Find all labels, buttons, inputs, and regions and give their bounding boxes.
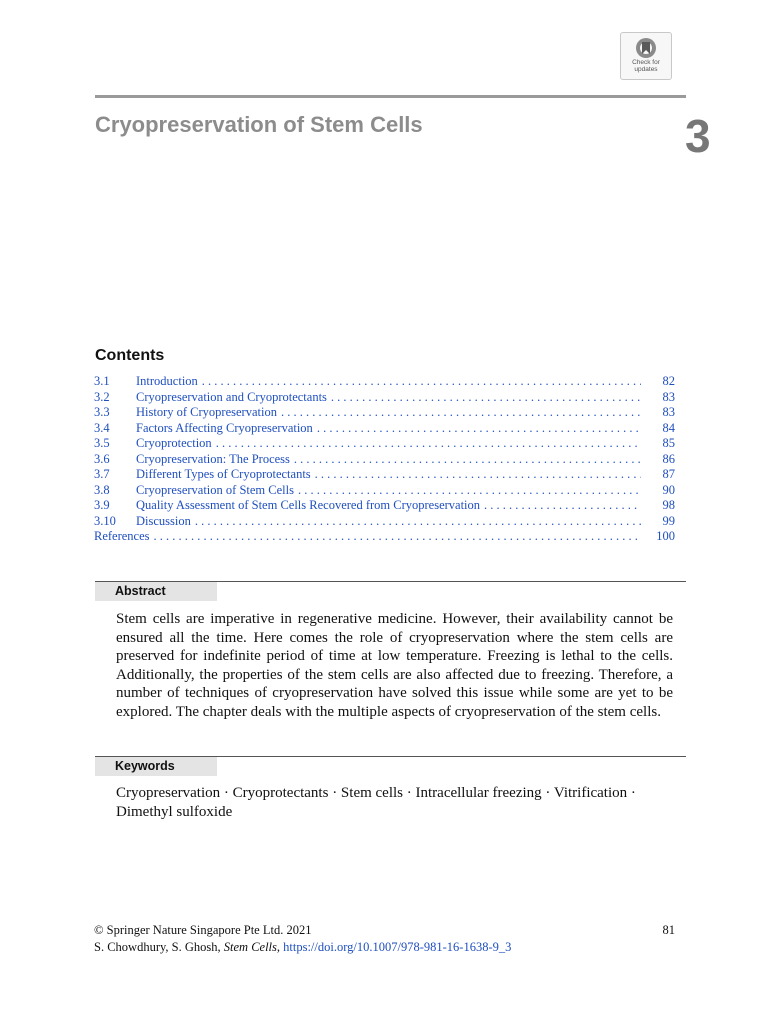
toc-leader-dots <box>315 467 641 482</box>
toc-title: Quality Assessment of Stem Cells Recovered from Cryopreservation <box>136 498 481 512</box>
toc-entry-3-7[interactable] <box>94 467 675 483</box>
chapter-title: Cryopreservation of Stem Cells <box>95 112 423 137</box>
toc-number: 3.4 <box>94 420 110 435</box>
toc-leader-dots <box>484 498 641 513</box>
keywords-label: Keywords <box>95 757 217 776</box>
toc-leader-dots <box>216 436 641 451</box>
check-for-updates-badge[interactable] <box>620 32 672 80</box>
book-title: Stem Cells <box>223 940 277 954</box>
toc-entry-3-2[interactable] <box>94 390 675 406</box>
toc-entry-3-9[interactable] <box>94 498 675 514</box>
toc-number: 3.10 <box>94 513 116 528</box>
toc-page: 83 <box>662 405 675 419</box>
toc-leader-dots <box>294 452 641 467</box>
toc-leader-dots <box>317 421 641 436</box>
toc-title: Discussion <box>136 513 191 528</box>
toc-title: Different Types of Cryoprotectants <box>136 467 311 481</box>
toc-page: 86 <box>662 451 675 466</box>
toc-leader-dots <box>202 374 641 389</box>
page-number: 81 <box>662 923 675 937</box>
toc-page: 98 <box>662 498 675 512</box>
toc-title: History of Cryopreservation <box>136 405 277 419</box>
abstract-label: Abstract <box>95 582 217 601</box>
toc-leader-dots <box>195 514 641 529</box>
copyright-notice: © Springer Nature Singapore Pte Ltd. 2021 <box>94 923 312 937</box>
keywords-text: Cryopreservation · Cryoprotectants · Stem cells · Intracellular freezing · Vitrification · Dimethyl sulfoxide <box>116 785 636 820</box>
toc-number: 3.8 <box>94 482 110 497</box>
toc-entry-3-4[interactable] <box>94 421 675 437</box>
table-of-contents <box>94 374 675 545</box>
authors: S. Chowdhury, S. Ghosh, <box>94 940 221 954</box>
abstract-text: Stem cells are imperative in regenerative medicine. However, their availability cannot be ensured all the time. Here comes the role of cryopreservation where the stem cells are preserved for indefinite period of time at low temperature. Freezing is lethal to the cells. Additionally, the properties of the stem cells are also affected due to freezing. Therefore, a number of techniques of cryopreservation have solved this issue while some are yet to be explored. The chapter deals with the multiple aspects of cryopreservation of the stem cells. <box>116 611 673 720</box>
toc-page: 83 <box>662 389 675 404</box>
badge-line-1: Check for <box>632 59 660 66</box>
toc-leader-dots <box>281 405 641 420</box>
toc-number: 3.5 <box>94 436 110 450</box>
toc-title: Factors Affecting Cryopreservation <box>136 420 313 435</box>
toc-number: 3.9 <box>94 498 110 512</box>
toc-title: Cryopreservation: The Process <box>136 451 290 466</box>
citation-separator: , <box>276 940 281 954</box>
toc-page: 99 <box>662 513 675 528</box>
chapter-number: 3 <box>685 110 711 162</box>
toc-entry-references[interactable] <box>94 529 675 545</box>
bookmark-check-icon <box>635 37 657 59</box>
toc-title: Cryopreservation of Stem Cells <box>136 482 294 497</box>
toc-page: 85 <box>662 436 675 450</box>
toc-title: Introduction <box>136 374 198 388</box>
toc-number: 3.7 <box>94 467 110 481</box>
toc-page: 100 <box>656 529 675 543</box>
badge-line-2: updates <box>634 66 658 73</box>
toc-number: 3.6 <box>94 451 110 466</box>
toc-number: 3.2 <box>94 389 110 404</box>
toc-page: 87 <box>662 467 675 481</box>
toc-title: References <box>94 529 150 543</box>
page-footer <box>94 922 675 956</box>
toc-page: 90 <box>662 482 675 497</box>
toc-page: 82 <box>662 374 675 388</box>
toc-entry-3-1[interactable] <box>94 374 675 390</box>
toc-title: Cryoprotection <box>136 436 212 450</box>
toc-number: 3.3 <box>94 405 110 419</box>
toc-page: 84 <box>662 420 675 435</box>
toc-entry-3-8[interactable] <box>94 483 675 499</box>
toc-number: 3.1 <box>94 374 110 388</box>
top-rule <box>95 95 686 98</box>
toc-entry-3-6[interactable] <box>94 452 675 468</box>
toc-entry-3-3[interactable] <box>94 405 675 421</box>
doi-link[interactable]: https://doi.org/10.1007/978-981-16-1638-9_3 <box>283 940 512 954</box>
toc-leader-dots <box>331 390 641 405</box>
toc-leader-dots <box>298 483 641 498</box>
contents-heading: Contents <box>95 347 165 364</box>
toc-leader-dots <box>154 529 641 544</box>
toc-entry-3-5[interactable] <box>94 436 675 452</box>
toc-title: Cryopreservation and Cryoprotectants <box>136 389 327 404</box>
toc-entry-3-10[interactable] <box>94 514 675 530</box>
